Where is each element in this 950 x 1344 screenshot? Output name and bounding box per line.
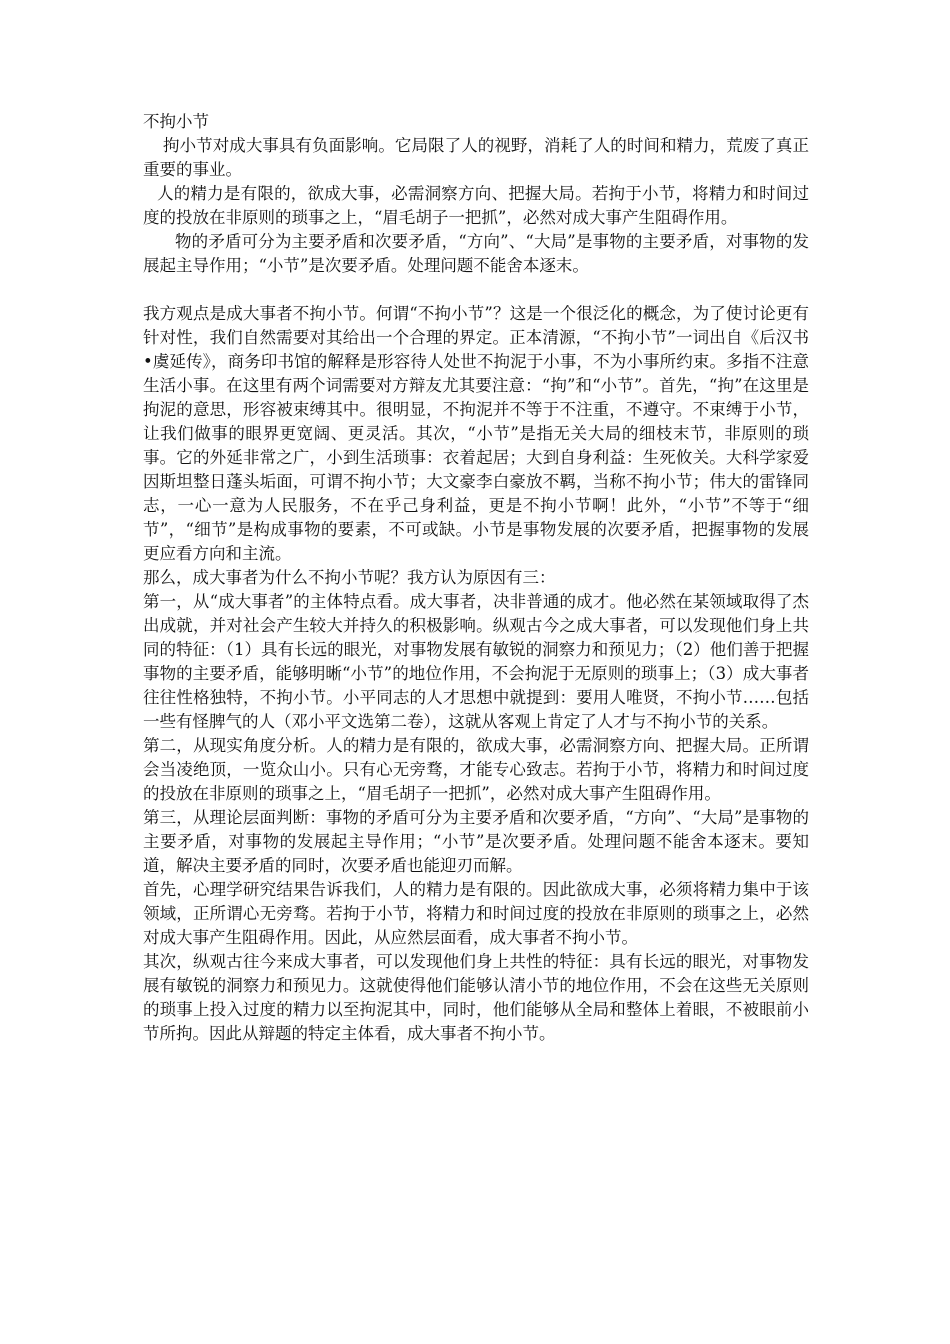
document-title: 不拘小节 (143, 112, 209, 131)
intro-paragraph-1: 拘小节对成大事具有负面影响。它局限了人的视野，消耗了人的时间和精力，荒废了真正重要的事业。 (143, 136, 809, 179)
paragraph-gap (143, 278, 809, 302)
document-page (143, 110, 809, 1046)
body-paragraph-4: 第二，从现实角度分析。人的精力是有限的，欲成大事，必需洞察方向、把握大局。正所谓会当凌绝顶，一览众山小。只有心无旁骛，才能专心致志。若拘于小节，将精力和时间过度的投放在非原则的琐事之上，“眉毛胡子一把抓”，必然对成大事产生阻碍作用。 (143, 736, 809, 803)
body-paragraph-6: 首先，心理学研究结果告诉我们，人的精力是有限的。因此欲成大事，必须将精力集中于该领域，正所谓心无旁骛。若拘于小节，将精力和时间过度的投放在非原则的琐事之上，必然对成大事产生阻碍作用。因此，从应然层面看，成大事者不拘小节。 (143, 880, 809, 947)
intro-paragraph-3: 物的矛盾可分为主要矛盾和次要矛盾，“方向”、“大局”是事物的主要矛盾，对事物的发展起主导作用；“小节”是次要矛盾。处理问题不能舍本逐末。 (143, 232, 809, 275)
body-paragraph-1: 我方观点是成大事者不拘小节。何谓“不拘小节”？这是一个很泛化的概念，为了使讨论更有针对性，我们自然需要对其给出一个合理的界定。正本清源，“不拘小节”一词出自《后汉书•虞延传》，商务印书馆的解释是形容待人处世不拘泥于小事，不为小事所约束。多指不注意生活小事。在这里有两个词需要对方辩友尤其要注意：“拘”和“小节”。首先，“拘”在这里是拘泥的意思，形容被束缚其中。很明显，不拘泥并不等于不注重，不遵守。不束缚于小节，让我们做事的眼界更宽阔、更灵活。其次，“小节”是指无关大局的细枝末节，非原则的琐事。它的外延非常之广，小到生活琐事：衣着起居；大到自身利益：生死攸关。大科学家爱因斯坦整日蓬头垢面，可谓不拘小节；大文豪李白豪放不羁，当称不拘小节；伟大的雷锋同志，一心一意为人民服务，不在乎己身利益，更是不拘小节啊！此外，“小节”不等于“细节”，“细节”是构成事物的要素，不可或缺。小节是事物发展的次要矛盾，把握事物的发展更应看方向和主流。 (143, 304, 809, 563)
body-paragraph-2: 那么，成大事者为什么不拘小节呢？我方认为原因有三： (143, 568, 556, 587)
body-paragraph-7: 其次，纵观古往今来成大事者，可以发现他们身上共性的特征：具有长远的眼光，对事物发展有敏锐的洞察力和预见力。这就使得他们能够认清小节的地位作用，不会在这些无关原则的琐事上投入过度的精力以至拘泥其中，同时，他们能够从全局和整体上着眼，不被眼前小节所拘。因此从辩题的特定主体看，成大事者不拘小节。 (143, 952, 809, 1043)
body-paragraph-5: 第三，从理论层面判断：事物的矛盾可分为主要矛盾和次要矛盾，“方向”、“大局”是事物的主要矛盾，对事物的发展起主导作用；“小节”是次要矛盾。处理问题不能舍本逐末。要知道，解决主要矛盾的同时，次要矛盾也能迎刃而解。 (143, 808, 809, 875)
body-paragraph-3: 第一，从“成大事者”的主体特点看。成大事者，决非普通的成才。他必然在某领域取得了杰出成就，并对社会产生较大并持久的积极影响。纵观古今之成大事者，可以发现他们身上共同的特征：（1）具有长远的眼光，对事物发展有敏锐的洞察力和预见力；（2）他们善于把握事物的主要矛盾，能够明晰“小节”的地位作用，不会拘泥于无原则的琐事上；（3）成大事者往往性格独特，不拘小节。小平同志的人才思想中就提到：要用人唯贤，不拘小节……包括一些有怪脾气的人（邓小平文选第二卷），这就从客观上肯定了人才与不拘小节的关系。 (143, 592, 809, 731)
intro-paragraph-2: 人的精力是有限的，欲成大事，必需洞察方向、把握大局。若拘于小节，将精力和时间过度的投放在非原则的琐事之上，“眉毛胡子一把抓”，必然对成大事产生阻碍作用。 (143, 184, 809, 227)
